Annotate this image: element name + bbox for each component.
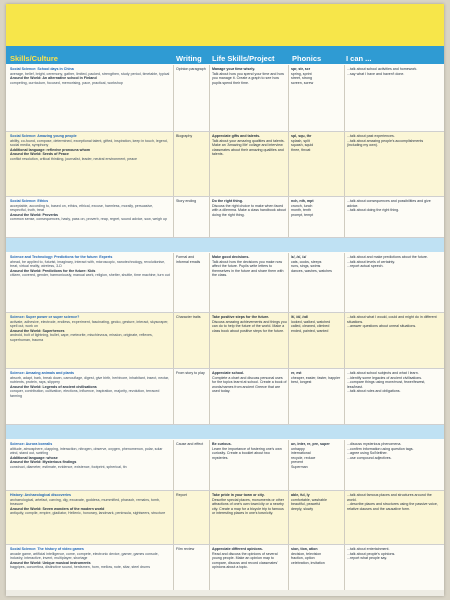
column-divider: [173, 440, 174, 490]
i-can-cell: [347, 134, 439, 196]
column-divider: [173, 132, 174, 196]
i-can-cell: [347, 442, 439, 490]
vocabulary-list: activate, adhesive, electrode, endless, experiment, fascinating, gecko, gesture, interact, skyscraper, spell out, work on: [10, 319, 169, 329]
phonics-cell: [291, 371, 343, 424]
skills-culture-cell: [10, 371, 170, 424]
skills-culture-cell: [10, 67, 170, 131]
phonics-cell: [291, 547, 343, 595]
table-row: [6, 545, 444, 596]
phonics-item: looked, walked, watched: [291, 319, 331, 324]
life-skill-text: Discuss amazing achievements and things you can do to help the future of the world. Make a class book about positive steps for the future.: [212, 319, 287, 333]
phonics-item: able, ful, ly: [291, 493, 310, 497]
phonics-item: cats, cooks, sleeps: [291, 259, 322, 264]
phonics-item: prevent: [291, 460, 303, 465]
writing-cell: Formal and informal emails: [176, 255, 201, 264]
i-can-cell: [347, 315, 439, 368]
i-can-cell: [347, 199, 439, 237]
phonics-item: recycle, reduce: [291, 455, 316, 460]
topic-title: Science: Super power or super science?: [10, 315, 80, 319]
i-can-item: ...answer questions about unreal situations.: [347, 324, 417, 329]
vocabulary-list: competing, curriculum, focused, memorising, pace, practical, workshop: [10, 80, 123, 85]
life-skills-cell: [212, 199, 287, 237]
column-divider: [173, 369, 174, 424]
column-divider: [173, 65, 174, 131]
column-divider: [344, 313, 345, 368]
column-divider: [344, 253, 345, 312]
table-row: [6, 197, 444, 238]
column-divider: [288, 313, 289, 368]
sub-topic: Around the World: Mysterious findings: [10, 460, 77, 465]
phonics-item: /ɪ/, /ɛ/, /ə/: [291, 255, 307, 259]
phonics-cell: [291, 67, 343, 131]
sub-topic: Around the World: An alternative school in Finland: [10, 76, 97, 81]
vocabulary-list: average, belief, bright, ceremony, gather, limited, packed, strengthen, study period, timetable, typical: [10, 71, 170, 76]
column-divider: [209, 313, 210, 368]
vocabulary-list: conquer, contribution, cultivation, elections, influence, inspiration, majority, revolution, terraced farming: [10, 389, 160, 398]
column-divider: [209, 253, 210, 312]
writing-cell: Opinion paragraph: [176, 67, 206, 71]
life-skills-cell: [212, 371, 287, 424]
phonics-item: screen, screw: [291, 80, 314, 85]
life-skill-title: Appreciate different opinions.: [212, 547, 263, 551]
header-life-skills: Life Skills/Project: [212, 54, 275, 63]
life-skill-title: Make good decisions.: [212, 255, 250, 259]
phonics-item: sion, tion, ation: [291, 547, 318, 551]
topic-title: Social Science: School days in China: [10, 67, 74, 71]
i-can-item: ...talk about rules and obligations.: [347, 389, 401, 394]
writing-cell: Cause and effect: [176, 442, 204, 446]
vocabulary-list: arcade game, artificial intelligence, come, compete, electronic device, gamer, games console, industry, interactive, invent, multiplayer, shortage: [10, 551, 159, 561]
phonics-item: international: [291, 451, 311, 456]
column-divider: [173, 313, 174, 368]
topic-title: History: Archaeological discoveries: [10, 493, 71, 497]
table-row: [6, 132, 444, 197]
table-row: [6, 369, 444, 425]
i-can-item: ...talk about school subjects and what I learn.: [347, 371, 419, 375]
top-yellow-band: [6, 4, 444, 46]
column-divider: [288, 132, 289, 196]
phonics-item: prompt, tempt: [291, 212, 314, 217]
textbook-page: [6, 4, 444, 596]
column-divider: [344, 545, 345, 595]
sub-topic: Additional language: whose: [10, 455, 58, 460]
i-can-item: ...talk about and make predictions about the future.: [347, 255, 428, 259]
column-divider: [209, 132, 210, 196]
column-divider: [288, 491, 289, 544]
i-can-cell: [347, 547, 439, 595]
column-divider: [344, 65, 345, 131]
phonics-item: spr, str, scr: [291, 67, 311, 71]
column-divider: [288, 545, 289, 595]
column-divider: [173, 545, 174, 595]
i-can-cell: [347, 493, 439, 544]
header-i-can: I can ...: [346, 54, 372, 63]
column-divider: [288, 369, 289, 424]
sub-topic: Around the World: Predictions for the future: Kids: [10, 268, 96, 273]
column-divider: [173, 197, 174, 237]
topic-title: Social Science: Ethics: [10, 199, 49, 203]
sub-topic: Additional language: reflexive pronouns whom: [10, 147, 91, 152]
i-can-item: ...talk about entertainment.: [347, 547, 390, 551]
i-can-item: ...say what I have and haven't done.: [347, 71, 405, 76]
vocabulary-list: citizen, covered, gender, harmoniously, manual work, religion, shelter, shuttle, time machine, turn out: [10, 273, 170, 278]
sub-topic: Around the World: Superheroes: [10, 328, 65, 333]
life-skill-title: Be curious.: [212, 442, 232, 446]
i-can-item: ...talk about past experiences.: [347, 134, 395, 138]
life-skills-cell: [212, 67, 287, 131]
i-can-item: ...confirm information using question tags.: [347, 446, 414, 451]
writing-cell: From story to play: [176, 371, 205, 375]
i-can-item: ...talk about people's opinions.: [347, 551, 396, 556]
phonics-item: spl, squ, thr: [291, 134, 312, 138]
i-can-cell: [347, 255, 439, 312]
i-can-item: ...report what people say.: [347, 556, 388, 561]
phonics-cell: [291, 493, 343, 544]
writing-cell: Report: [176, 493, 187, 497]
vocabulary-list: common sense, consequences, hasty, pass on, proverb, reap, regret, sound advice, sow, weigh up: [10, 217, 167, 222]
writing-cell: Film review: [176, 547, 195, 551]
life-skills-cell: [212, 442, 287, 490]
i-can-item: ...agree using So/Neither.: [347, 451, 388, 456]
i-can-item: ...talk about doing the right thing.: [347, 208, 400, 213]
i-can-cell: [347, 67, 439, 131]
column-divider: [173, 253, 174, 312]
writing-cell: Biography: [176, 134, 193, 138]
life-skills-cell: [212, 547, 287, 595]
column-divider: [344, 491, 345, 544]
writing-cell: Character traits: [176, 315, 201, 319]
i-can-item: ...describe places and structures using the passive voice, relative clauses and the causative form.: [347, 502, 438, 511]
sub-topic: Around the World: Proverbs: [10, 212, 59, 217]
i-can-item: ...use compound adjectives.: [347, 455, 392, 460]
life-skill-title: Manage your time wisely.: [212, 67, 256, 71]
skills-culture-cell: [10, 199, 170, 237]
life-skill-title: Appreciate school.: [212, 371, 245, 375]
vocabulary-list: construct, diameter, estimate, evidence, existence, footprint, spherical, tin: [10, 464, 127, 469]
phonics-item: best, longest: [291, 380, 312, 385]
sub-topic: Around the World: Seeds of Peace: [10, 152, 69, 157]
i-can-item: ...report actual speech.: [347, 264, 384, 269]
topic-title: Social Science: The history of video games: [10, 547, 84, 551]
column-divider: [344, 369, 345, 424]
i-can-item: ...talk about famous places and structures around the world.: [347, 493, 432, 502]
header-skills-culture: Skills/Culture: [10, 54, 58, 63]
table-row: [6, 313, 444, 369]
i-can-item: ...talk about amazing people's accomplishments (including my own).: [347, 138, 424, 148]
vocabulary-list: android, bolt of lightning, bullet, cape, meteorite, mischievous, mission, originate, reflexes, superhuman, trauma: [10, 333, 153, 342]
topic-title: Science and Technology: Predictions for the future: Experts: [10, 255, 113, 259]
phonics-item: street, strong: [291, 76, 312, 81]
sub-topic: Around the World: Unique musical instruments: [10, 560, 91, 565]
sub-topic: Around the World: Seven wonders of the modern world: [10, 506, 105, 511]
skills-culture-cell: [10, 547, 170, 595]
phonics-item: ended, painted, wanted: [291, 328, 329, 333]
phonics-item: celebration, invitation: [291, 560, 325, 565]
i-can-item: ...identify some legacies of ancient civilisations.: [347, 375, 423, 380]
phonics-item: called, cleaned, climbed: [291, 324, 330, 329]
column-divider: [288, 65, 289, 131]
topic-title: Science: Amazing animals and plants: [10, 371, 74, 375]
column-divider: [209, 369, 210, 424]
header-writing: Writing: [176, 54, 202, 63]
phonics-cell: [291, 255, 343, 312]
column-divider: [209, 197, 210, 237]
column-divider: [209, 65, 210, 131]
section-divider-band: [6, 425, 444, 439]
skills-culture-cell: [10, 493, 170, 544]
phonics-item: squash, squid: [291, 143, 314, 148]
phonics-item: deeply, slowly: [291, 506, 314, 511]
life-skill-text: Talk about how the decisions you make now affect the future. Pupils write letters to themselves in the future and share them with the class.: [212, 259, 284, 278]
phonics-cell: [291, 134, 343, 196]
vocabulary-list: antiquity, compile, empire, gladiator, Hellenic, honorary, landmark, peninsula, sightseers, structure: [10, 511, 166, 516]
skills-culture-cell: [10, 134, 170, 196]
i-can-item: ...talk about levels of certainty.: [347, 259, 396, 264]
column-divider: [173, 491, 174, 544]
i-can-item: ...talk about school activities and homework.: [347, 67, 418, 71]
page-bottom-edge: [6, 590, 444, 596]
i-can-cell: [347, 371, 439, 424]
column-divider: [344, 440, 345, 490]
topic-title: Social Science: Amazing young people: [10, 134, 77, 138]
life-skill-text: Learn the importance of fostering one's own curiosity. Create a booklet about two mysteries.: [212, 446, 282, 460]
life-skill-text: Complete a chart and discuss personal uses for the topics learnt at school. Create a book of words/names from ancient Greece that are used today.: [212, 375, 287, 394]
life-skills-cell: [212, 134, 287, 196]
vocabulary-list: absorb, adapt, bark, break down, camouflage, digest, give birth, herbivore, inhabitant, insect, nectar, nutrients, protein, rays, slippery: [10, 375, 170, 385]
i-can-item: ...talk about consequences and possibilities and give advice.: [347, 199, 431, 208]
life-skill-title: Take pride in your town or city.: [212, 493, 265, 497]
phonics-item: spring, sprint: [291, 71, 312, 76]
writing-cell: Story ending: [176, 199, 197, 203]
life-skill-text: Discuss the right choice to make when faced with a dilemma. Make a class handbook about doing the right thing.: [212, 203, 286, 217]
phonics-item: month, tenth: [291, 208, 311, 213]
phonics-item: unhappy: [291, 446, 305, 451]
table-row: [6, 440, 444, 491]
phonics-item: three, throat: [291, 147, 311, 152]
vocabulary-list: conflict resolution, critical thinking, journalist, leader, neutral environment, peace: [10, 156, 138, 161]
column-divider: [209, 545, 210, 595]
column-divider: [209, 491, 210, 544]
phonics-item: nch, nth, mpt: [291, 199, 314, 203]
phonics-item: fraction, option: [291, 556, 315, 561]
phonics-item: un, inter, re, pre, super: [291, 442, 330, 446]
column-divider: [344, 197, 345, 237]
life-skill-title: Do the right thing.: [212, 199, 243, 203]
life-skills-cell: [212, 255, 287, 312]
table-row: [6, 253, 444, 313]
phonics-item: /t/, /d/, /ɪd/: [291, 315, 309, 319]
vocabulary-list: acceptable, according to, based on, ethics, ethical, excuse, harmless, morally, persuasive, respectful, truth, treat: [10, 203, 154, 213]
vocabulary-list: altitude, atmosphere, clapping, interaction, nitrogen, observe, oxygen, phenomenon, polar, solar wind, stand out, swirling: [10, 446, 163, 456]
life-skill-text: Talk about how you spend your time and how you manage it. Create a graph to see how pupils spend their time.: [212, 71, 284, 85]
i-can-item: ...compare things using more/most, fewer/fewest, less/least.: [347, 380, 426, 389]
header-phonics: Phonics: [292, 54, 322, 63]
life-skills-cell: [212, 315, 287, 368]
skills-culture-cell: [10, 442, 170, 490]
phonics-item: er, est: [291, 371, 302, 375]
phonics-item: crunch, lunch: [291, 203, 313, 208]
vocabulary-list: ahead, be applied to, futurist, imaginary, interact with, microscopic, nanotechnology, revolutionise, treat, virtual reality, wireless, 3-D: [10, 259, 166, 269]
phonics-item: runs, sings, swims: [291, 264, 321, 269]
table-row: [6, 491, 444, 545]
vocabulary-list: archaeological, artefact, carving, dig, excavate, goddess, mummified, pharaoh, remains, tomb, treasure: [10, 497, 161, 507]
phonics-item: Superman: [291, 464, 308, 469]
phonics-item: dances, washes, watches: [291, 268, 332, 273]
vocabulary-list: bagpipes, concertina, distinctive sound, herdsmen, horn, mellow, note, sitar, steel drums: [10, 565, 151, 570]
phonics-cell: [291, 315, 343, 368]
phonics-cell: [291, 199, 343, 237]
column-divider: [288, 253, 289, 312]
life-skill-title: Take positive steps for the future.: [212, 315, 270, 319]
phonics-item: decision, television: [291, 551, 322, 556]
table-row: [6, 65, 444, 132]
column-divider: [209, 440, 210, 490]
phonics-item: comfortable, washable: [291, 497, 327, 502]
column-divider: [344, 132, 345, 196]
life-skills-cell: [212, 493, 287, 544]
phonics-item: cheaper, easier, faster, happier: [291, 375, 341, 380]
i-can-item: ...discuss mysterious phenomena.: [347, 442, 402, 446]
phonics-item: splash, split: [291, 138, 310, 143]
life-skill-text: Describe special places, monuments or other attractions of one's own town/city or a nearby city. Create a map for a bicycle trip to famous or interesting places in one's town/city.: [212, 497, 284, 516]
skills-culture-cell: [10, 315, 170, 368]
top-blue-band: [6, 46, 444, 54]
life-skill-title: Appreciate gifts and talents.: [212, 134, 261, 138]
phonics-item: beautiful, peaceful: [291, 502, 321, 507]
life-skill-text: Read and discuss the opinions of several young people. Make an opinion map to compare, discuss and record classmates' opinions about a topic.: [212, 551, 278, 570]
sub-topic: Around the World: Legends of ancient civilisations: [10, 384, 97, 389]
skills-culture-cell: [10, 255, 170, 312]
section-divider-band: [6, 238, 444, 252]
vocabulary-list: ability, co-found, compose, determined, exceptional talent, gifted, inspiration, keep in touch, legend, social media, symphony: [10, 138, 168, 148]
i-can-item: ...talk about what I would, could and might do in different situations.: [347, 315, 437, 324]
life-skill-text: Talk about your amazing qualities and talents. Make an 'Amazing Me' collage and interview classmates about their amazing qualities and talents.: [212, 138, 285, 157]
column-divider: [288, 197, 289, 237]
column-divider: [288, 440, 289, 490]
table-header: [6, 54, 444, 64]
topic-title: Science: Aurora borealis: [10, 442, 53, 446]
phonics-cell: [291, 442, 343, 490]
